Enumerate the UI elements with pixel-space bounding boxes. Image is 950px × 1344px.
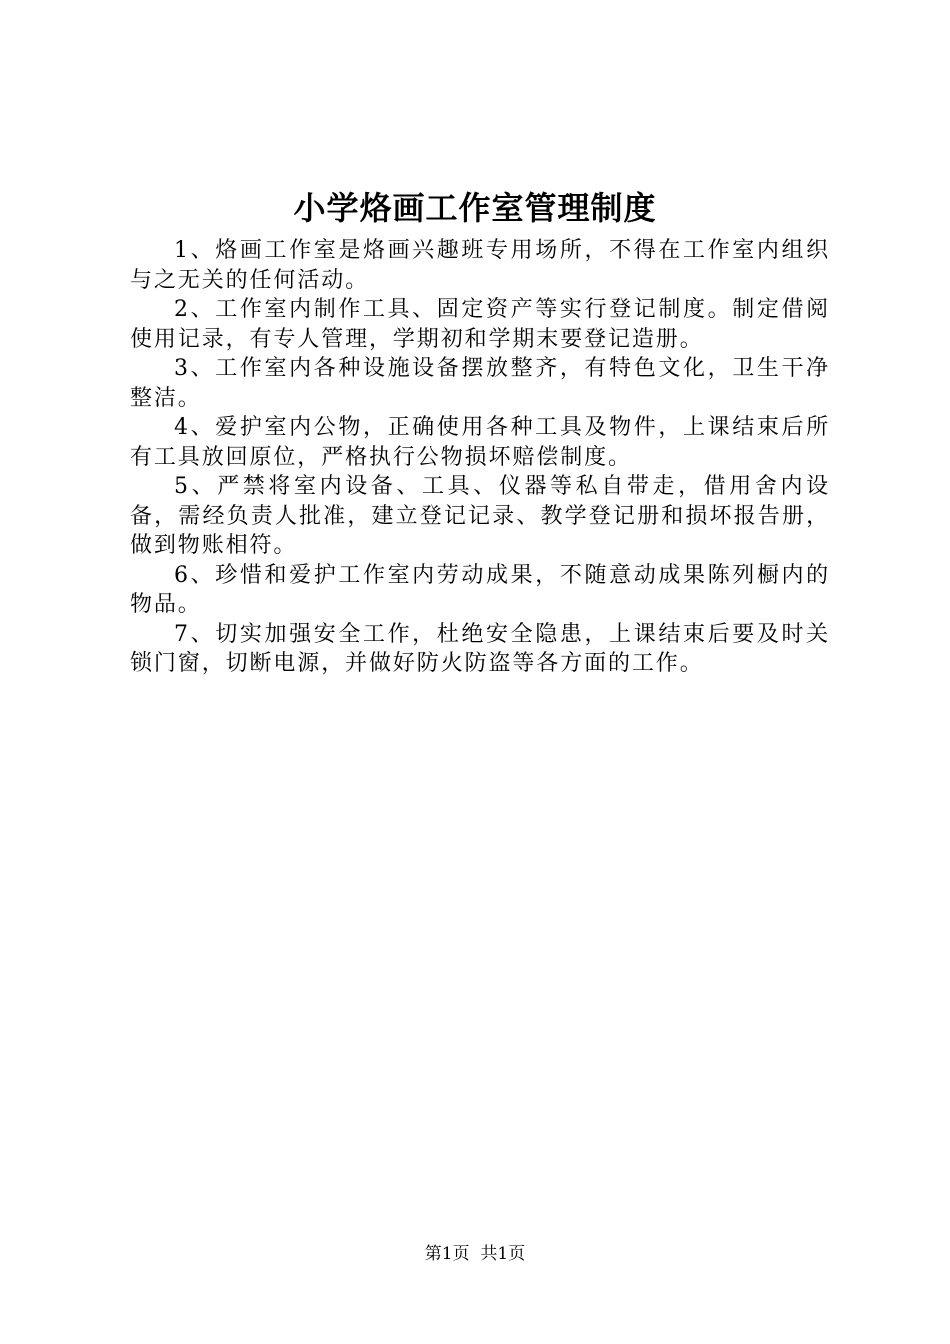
document-body bbox=[130, 236, 830, 679]
paragraph-6: 6、珍惜和爱护工作室内劳动成果，不随意动成果陈列橱内的物品。 bbox=[130, 562, 830, 617]
page-number-label: 第1页 共1页 bbox=[424, 1244, 526, 1264]
paragraph-3: 3、工作室内各种设施设备摆放整齐，有特色文化，卫生干净整洁。 bbox=[130, 356, 830, 411]
paragraph-7: 7、切实加强安全工作，杜绝安全隐患，上课结束后要及时关锁门窗，切断电源，并做好防火防盗等各方面的工作。 bbox=[130, 621, 830, 676]
page-footer bbox=[0, 1242, 950, 1266]
paragraph-5: 5、严禁将室内设备、工具、仪器等私自带走，借用舍内设备，需经负责人批准，建立登记记录、教学登记册和损坏报告册，做到物账相符。 bbox=[130, 474, 830, 558]
paragraph-1: 1、烙画工作室是烙画兴趣班专用场所，不得在工作室内组织与之无关的任何活动。 bbox=[130, 238, 830, 293]
document-title: 小学烙画工作室管理制度 bbox=[293, 189, 657, 227]
paragraph-4: 4、爱护室内公物，正确使用各种工具及物件，上课结束后所有工具放回原位，严格执行公物损坏赔偿制度。 bbox=[130, 415, 830, 470]
paragraph-2: 2、工作室内制作工具、固定资产等实行登记制度。制定借阅使用记录，有专人管理，学期初和学期末要登记造册。 bbox=[130, 297, 830, 352]
